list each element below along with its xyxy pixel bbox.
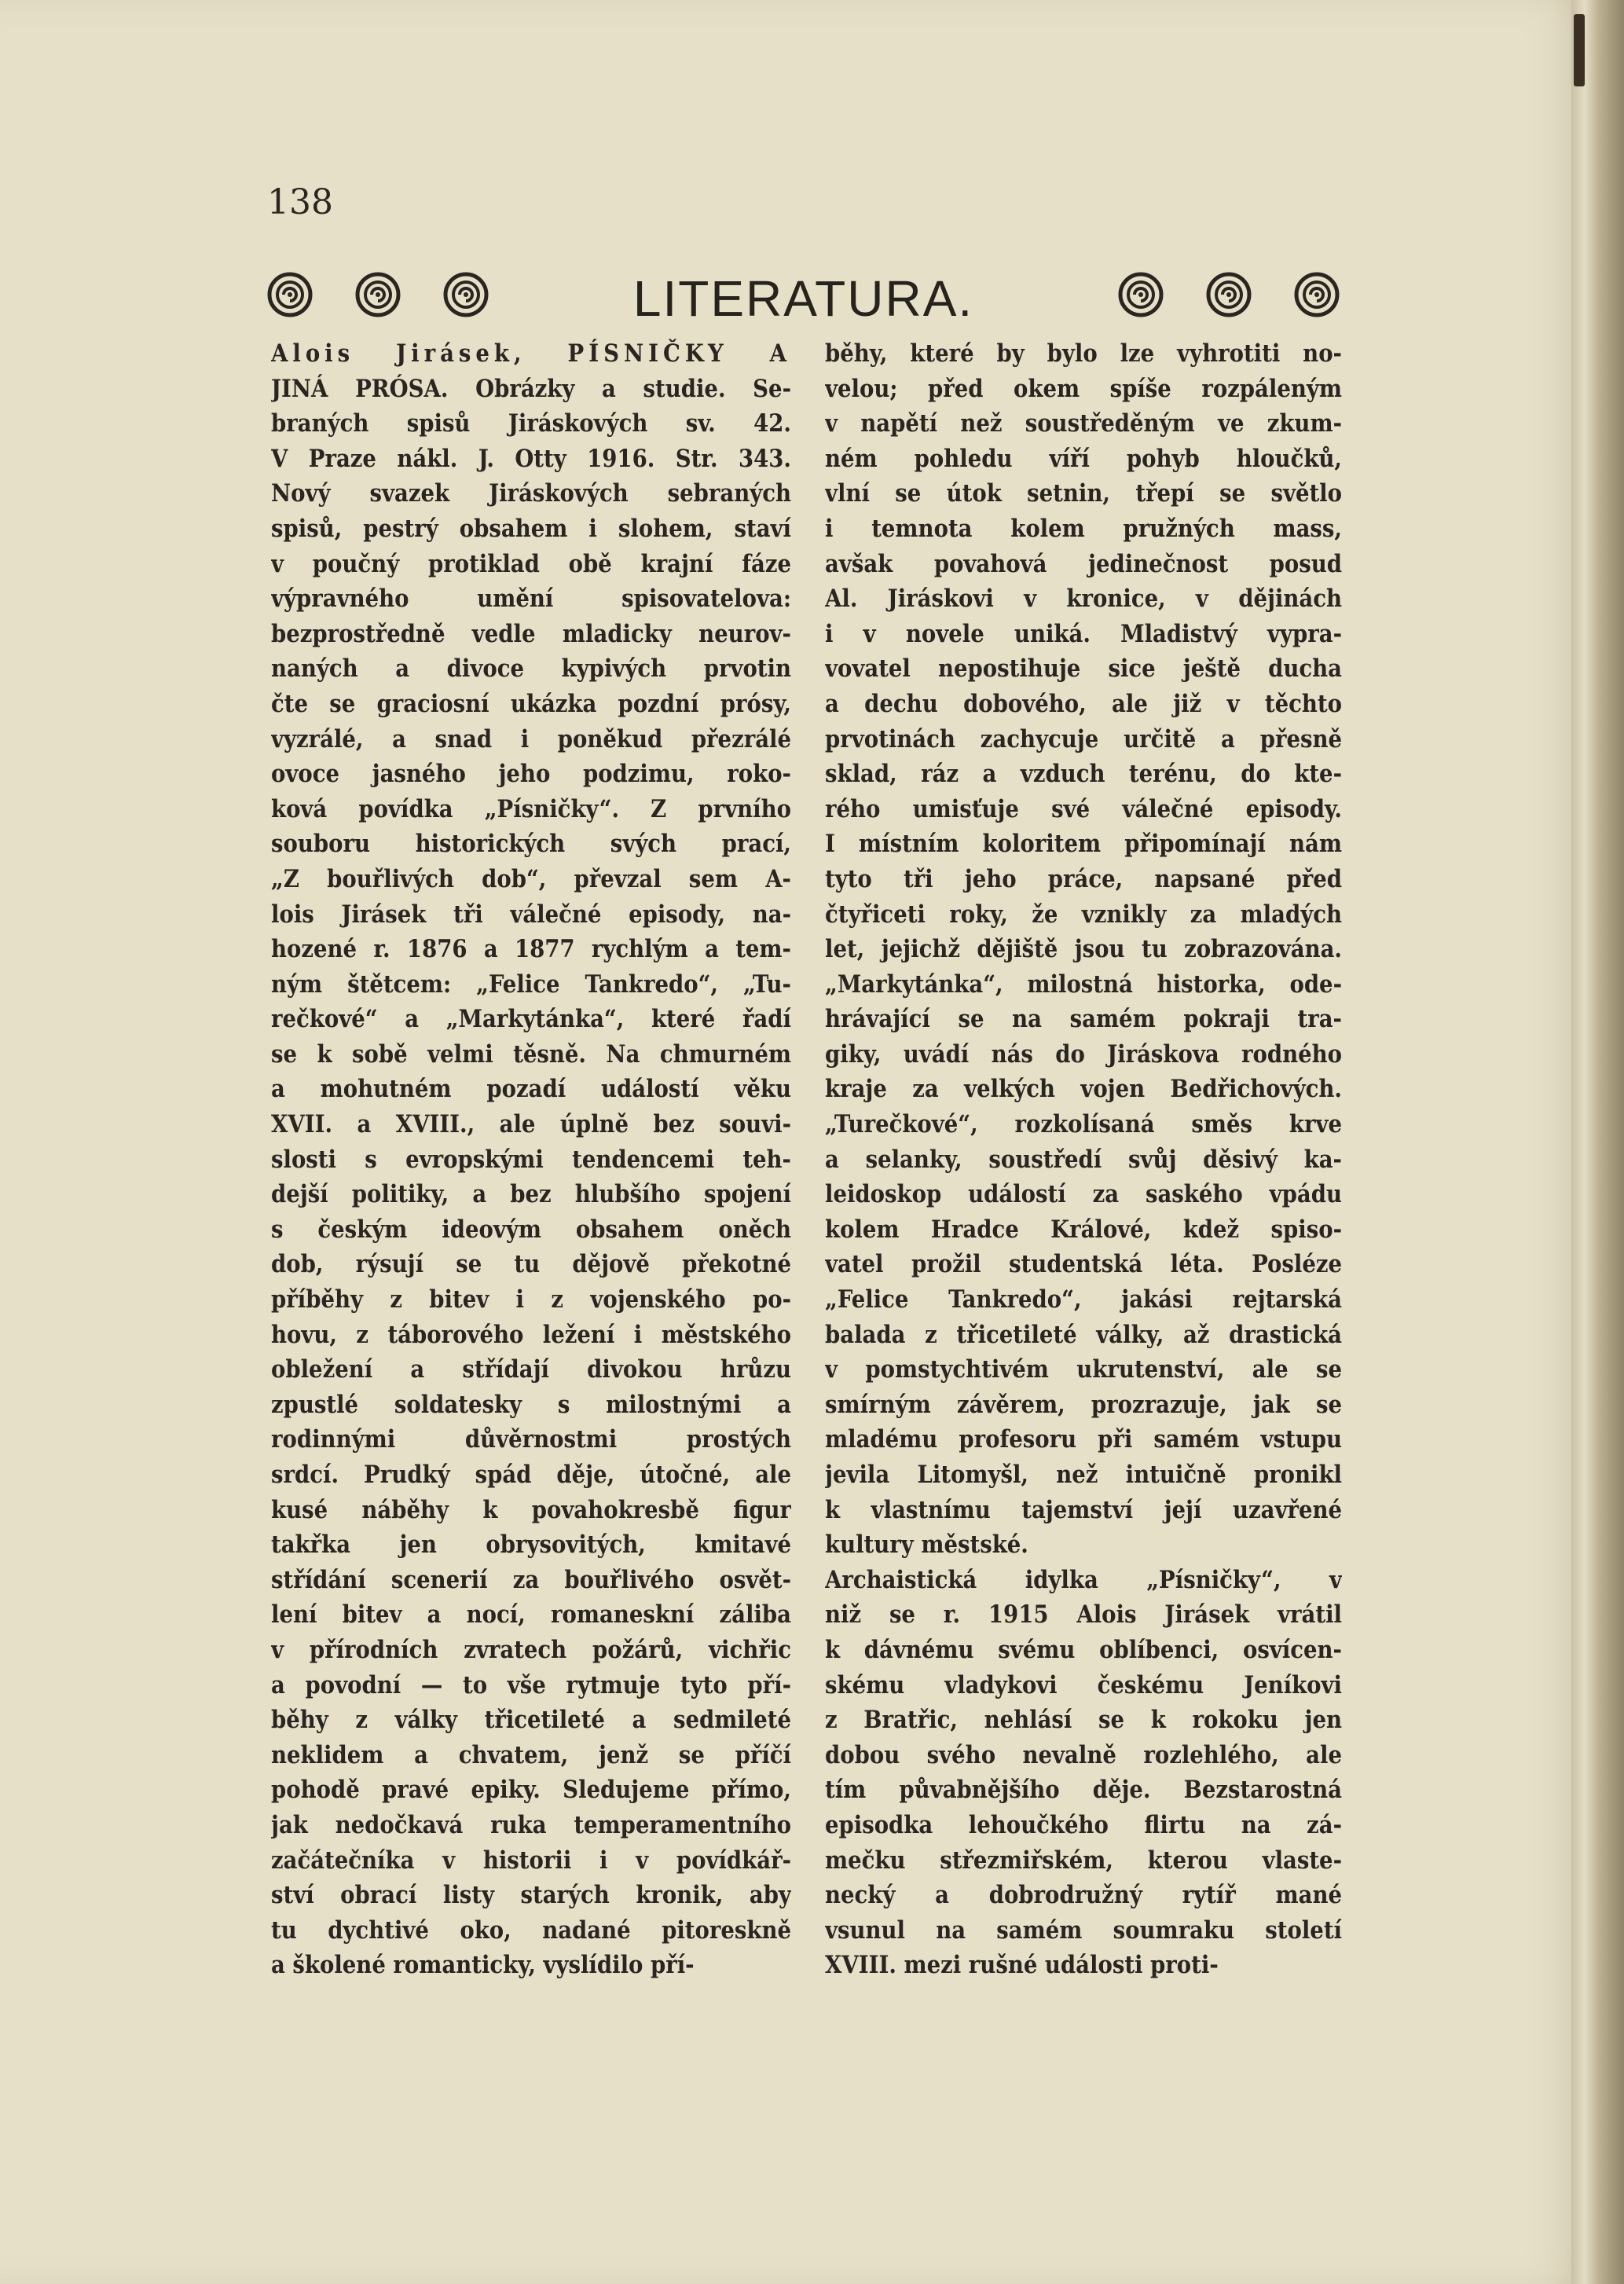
text-line: sklad, ráz a vzduch terénu, do kte- <box>825 760 1342 789</box>
text-line: tyto tři jeho práce, napsané před <box>825 864 1342 893</box>
text-line: rodinnými důvěrnostmi prostých <box>271 1425 791 1454</box>
text-line: k dávnému svému oblíbenci, osvícen- <box>825 1635 1342 1664</box>
text-line: vyzrálé, a snad i poněkud přezrálé <box>271 724 791 753</box>
text-line: giky, uvádí nás do Jiráskova rodného <box>825 1039 1342 1069</box>
text-line: se k sobě velmi těsně. Na chmurném <box>271 1039 791 1069</box>
text-line: „Z bouřlivých dob“, převzal sem A- <box>271 864 791 893</box>
text-line: souboru historických svých prací, <box>271 830 791 859</box>
text-line: kolem Hradce Králové, kdež spiso- <box>825 1215 1342 1244</box>
text-line: dejší politiky, a bez hlubšího spojení <box>271 1180 791 1209</box>
text-line: vlní se útok setnin, třepí se světlo <box>825 479 1342 508</box>
text-line: jak nedočkavá ruka temperamentního <box>271 1810 791 1839</box>
text-line: avšak povahová jedinečnost posud <box>825 549 1342 578</box>
text-line: JINÁ PRÓSA. Obrázky a studie. Se- <box>271 374 791 403</box>
text-line: braných spisů Jiráskových sv. 42. <box>271 409 791 438</box>
text-line: a dechu dobového, ale již v těchto <box>825 689 1342 718</box>
text-line: vsunul na samém soumraku století <box>825 1916 1342 1945</box>
text-line: velou; před okem spíše rozpáleným <box>825 374 1342 403</box>
text-line: prvotinách zachycuje určitě a přesně <box>825 724 1342 753</box>
text-line: necký a dobrodružný rytíř mané <box>825 1881 1342 1910</box>
text-line: lois Jirásek tři válečné episody, na- <box>271 900 791 929</box>
text-line: s českým ideovým obsahem oněch <box>271 1215 791 1244</box>
text-line: spisů, pestrý obsahem i slohem, staví <box>271 514 791 543</box>
text-line: XVII. a XVIII., ale úplně bez souvi- <box>271 1110 791 1139</box>
text-line: kusé náběhy k povahokresbě figur <box>271 1495 791 1524</box>
text-line: dob, rýsují se tu dějově překotné <box>271 1250 791 1279</box>
rose-ornament-icon <box>1294 272 1340 317</box>
text-line: v pomstychtivém ukrutenství, ale se <box>825 1355 1342 1384</box>
text-line: jevila Litomyšl, než intuičně pronikl <box>825 1461 1342 1489</box>
text-line: v napětí než soustředěným ve zkum- <box>825 409 1342 438</box>
text-line: Nový svazek Jiráskových sebraných <box>271 479 791 508</box>
right-text-column <box>825 336 1342 1983</box>
text-line: a selanky, soustředí svůj děsivý ka- <box>825 1145 1342 1174</box>
text-line: Al. Jiráskovi v kronice, v dějinách <box>825 585 1342 614</box>
text-line: běhy z války třicetileté a sedmileté <box>271 1706 791 1735</box>
text-line: ném pohledu víří pohyb hloučků, <box>825 444 1342 473</box>
text-line: let, jejichž dějiště jsou tu zobrazována. <box>825 935 1342 964</box>
left-text-column <box>271 336 791 1983</box>
text-line: i temnota kolem pružných mass, <box>825 514 1342 543</box>
text-line: neklidem a chvatem, jenž se příčí <box>271 1740 791 1769</box>
text-line: a mohutném pozadí událostí věku <box>271 1075 791 1104</box>
text-line: „Markytánka“, milostná historka, ode- <box>825 970 1342 999</box>
text-line: v přírodních zvratech požárů, vichřic <box>271 1635 791 1664</box>
text-line: ková povídka „Písničky“. Z prvního <box>271 794 791 823</box>
text-line: „Turečkové“, rozkolísaná směs krve <box>825 1110 1342 1139</box>
section-title: LITERATURA. <box>632 270 974 327</box>
text-line: Archaistická idylka „Písničky“, v <box>825 1565 1342 1594</box>
text-line: výpravného umění spisovatelova: <box>271 585 791 614</box>
section-header <box>267 267 1340 330</box>
rose-ornament-icon <box>1118 272 1164 317</box>
text-line: k vlastnímu tajemství její uzavřené <box>825 1495 1342 1524</box>
text-line: hovu, z táborového ležení i městského <box>271 1320 791 1349</box>
text-line: obležení a střídají divokou hrůzu <box>271 1355 791 1384</box>
text-line: skému vladykovi českému Jeníkovi <box>825 1670 1342 1699</box>
text-line: lení bitev a nocí, romaneskní záliba <box>271 1600 791 1630</box>
page-number: 138 <box>267 182 333 222</box>
text-line: episodka lehoučkého flirtu na zá- <box>825 1810 1342 1839</box>
text-line: čtyřiceti roky, že vznikly za mladých <box>825 900 1342 929</box>
text-line: kultury městské. <box>825 1531 1028 1560</box>
text-line: příběhy z bitev i z vojenského po- <box>271 1285 791 1314</box>
text-line: kraje za velkých vojen Bedřichových. <box>825 1075 1342 1104</box>
text-line: smírným závěrem, prozrazuje, jak se <box>825 1390 1342 1419</box>
text-line: i v novele uniká. Mladistvý vypra- <box>825 619 1342 648</box>
text-line: takřka jen obrysovitých, kmitavé <box>271 1531 791 1560</box>
text-line: niž se r. 1915 Alois Jirásek vrátil <box>825 1600 1342 1630</box>
text-line: rého umisťuje své válečné episody. <box>825 794 1342 823</box>
text-line: rečkové“ a „Markytánka“, které řadí <box>271 1005 791 1034</box>
text-line: ným štětcem: „Felice Tankredo“, „Tu- <box>271 970 791 999</box>
rose-ornament-icon <box>1206 272 1252 317</box>
text-line: naných a divoce kypivých prvotin <box>271 654 791 684</box>
text-line: začátečníka v historii i v povídkář- <box>271 1846 791 1875</box>
text-line: vovatel nepostihuje sice ještě ducha <box>825 654 1342 684</box>
text-line: hozené r. 1876 a 1877 rychlým a tem- <box>271 935 791 964</box>
page-edge <box>1571 0 1624 2284</box>
text-line: a školené romanticky, vyslídilo pří- <box>271 1951 695 1980</box>
binding-mark <box>1574 14 1585 86</box>
text-line: balada z třicetileté války, až drastická <box>825 1320 1342 1349</box>
text-line: pohodě pravé epiky. Sledujeme přímo, <box>271 1776 791 1805</box>
text-line: Alois Jirásek, PÍSNIČKY A <box>271 339 791 368</box>
text-line: tím půvabnějšího děje. Bezstarostná <box>825 1776 1342 1805</box>
text-line: tu dychtivé oko, nadané pitoreskně <box>271 1916 791 1945</box>
text-line: ství obrací listy starých kronik, aby <box>271 1881 791 1910</box>
text-line: srdcí. Prudký spád děje, útočné, ale <box>271 1461 791 1489</box>
text-line: v poučný protiklad obě krajní fáze <box>271 549 791 578</box>
text-line: běhy, které by bylo lze vyhrotiti no- <box>825 339 1342 368</box>
text-line: slosti s evropskými tendencemi teh- <box>271 1145 791 1174</box>
text-line: zpustlé soldatesky s milostnými a <box>271 1390 791 1419</box>
text-line: „Felice Tankredo“, jakási rejtarská <box>825 1285 1342 1314</box>
text-line: XVIII. mezi rušné události proti- <box>825 1951 1219 1980</box>
text-line: ovoce jasného jeho podzimu, roko- <box>271 760 791 789</box>
text-line: mladému profesoru při samém vstupu <box>825 1425 1342 1454</box>
text-line: V Praze nákl. J. Otty 1916. Str. 343. <box>271 444 791 473</box>
text-line: leidoskop událostí za saského vpádu <box>825 1180 1342 1209</box>
text-line: a povodní — to vše rytmuje tyto pří- <box>271 1670 791 1699</box>
text-line: dobou svého nevalně rozlehlého, ale <box>825 1740 1342 1769</box>
text-line: z Bratřic, nehlásí se k rokoku jen <box>825 1706 1342 1735</box>
text-line: mečku střezmiřském, kterou vlaste- <box>825 1846 1342 1875</box>
text-line: I místním koloritem připomínají nám <box>825 830 1342 859</box>
text-line: střídání scenerií za bouřlivého osvět- <box>271 1565 791 1594</box>
text-line: vatel prožil studentská léta. Posléze <box>825 1250 1342 1279</box>
text-line: bezprostředně vedle mladicky neurov- <box>271 619 791 648</box>
text-line: čte se graciosní ukázka pozdní prósy, <box>271 689 791 718</box>
text-line: hrávající se na samém pokraji tra- <box>825 1005 1342 1034</box>
